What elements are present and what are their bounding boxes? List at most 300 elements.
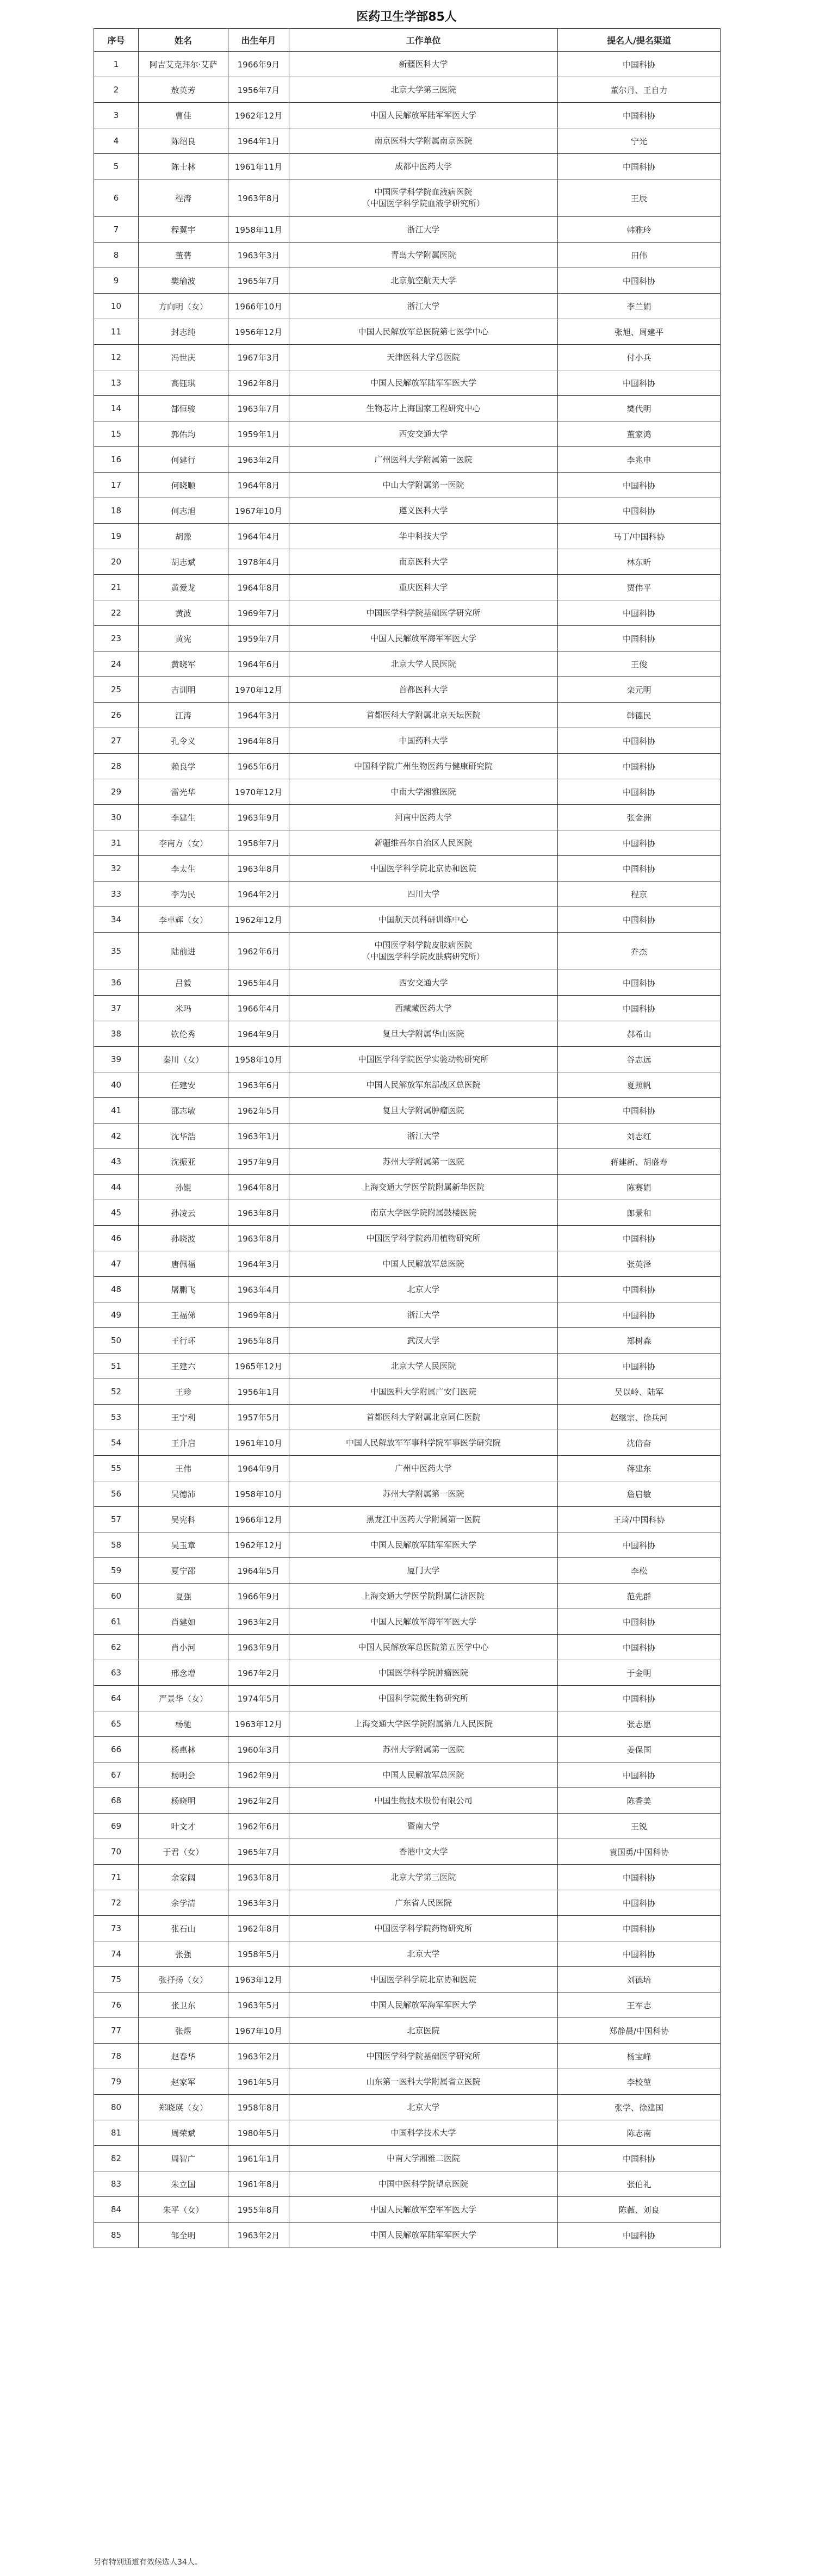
unit-cell [289,2146,558,2171]
unit-cell [289,421,558,447]
unit-line: 苏州大学附属第一医院 [382,1744,464,1754]
row-number-cell: 59 [94,1558,139,1584]
unit-cell [289,2018,558,2044]
birth-cell: 1965年4月 [228,970,289,996]
unit-cell [289,2120,558,2146]
table-row [94,2018,721,2044]
row-number-cell: 78 [94,2044,139,2069]
name-cell: 米玛 [139,996,228,1021]
birth-cell: 1963年5月 [228,1992,289,2018]
row-number-cell: 36 [94,970,139,996]
name-cell: 王行环 [139,1328,228,1354]
unit-cell [289,1175,558,1200]
nominator-cell: 韩德民 [558,703,721,728]
unit-cell [289,1354,558,1379]
name-cell: 王珍 [139,1379,228,1405]
birth-cell: 1963年1月 [228,1123,289,1149]
birth-cell: 1958年10月 [228,1481,289,1507]
name-cell: 何志旭 [139,498,228,524]
unit-cell [289,2044,558,2069]
nominator-cell: 韩雅玲 [558,217,721,243]
unit-cell [289,970,558,996]
table-row [94,179,721,217]
unit-cell [289,1890,558,1916]
unit-cell [289,1226,558,1251]
birth-cell: 1963年7月 [228,396,289,421]
unit-cell [289,1481,558,1507]
name-cell: 敖英芳 [139,77,228,103]
birth-cell: 1967年10月 [228,2018,289,2044]
name-cell: 郭佑均 [139,421,228,447]
birth-cell: 1964年6月 [228,651,289,677]
name-cell: 高钰琪 [139,370,228,396]
table-row [94,1762,721,1788]
table-row [94,1865,721,1890]
row-number-cell: 50 [94,1328,139,1354]
unit-cell [289,1149,558,1175]
birth-cell: 1961年10月 [228,1430,289,1456]
unit-line: 上海交通大学医学院附属第九人民医院 [353,1718,493,1729]
table-row [94,52,721,77]
birth-cell: 1964年8月 [228,1175,289,1200]
unit-cell [289,779,558,805]
row-number-cell: 19 [94,524,139,549]
table-row [94,2069,721,2095]
table-row [94,1251,721,1277]
table-row [94,1149,721,1175]
row-number-cell: 66 [94,1737,139,1762]
name-cell: 吴宪科 [139,1507,228,1532]
table-row [94,1123,721,1149]
nominator-cell: 中国科协 [558,103,721,128]
birth-cell: 1963年3月 [228,243,289,268]
birth-cell: 1963年2月 [228,1609,289,1635]
table-row [94,933,721,970]
birth-cell: 1957年5月 [228,1405,289,1430]
row-number-cell: 54 [94,1430,139,1456]
unit-line: 广州中医药大学 [394,1463,452,1473]
nominator-cell: 郑静晨/中国科协 [558,2018,721,2044]
nominator-cell: 王锐 [558,1814,721,1839]
table-row [94,1711,721,1737]
nominator-cell: 王辰 [558,179,721,217]
unit-line: 中国人民解放军空军军医大学 [370,2204,476,2214]
unit-cell [289,103,558,128]
table-row [94,1686,721,1711]
row-number-cell: 81 [94,2120,139,2146]
unit-line: 中国科学技术大学 [390,2127,456,2138]
name-cell: 严景华（女） [139,1686,228,1711]
table-row [94,1302,721,1328]
birth-cell: 1955年8月 [228,2197,289,2223]
unit-line: 北京航空航天大学 [390,275,456,285]
table-row [94,154,721,179]
unit-line: 华中科技大学 [399,531,448,541]
birth-cell: 1962年12月 [228,103,289,128]
unit-line: 厦门大学 [407,1565,440,1575]
unit-cell [289,370,558,396]
unit-line: 浙江大学 [407,301,440,311]
birth-cell: 1963年8月 [228,1200,289,1226]
row-number-cell: 47 [94,1251,139,1277]
birth-cell: 1965年6月 [228,754,289,779]
nominator-cell: 张学、徐建国 [558,2095,721,2120]
birth-cell: 1967年10月 [228,498,289,524]
unit-cell [289,1021,558,1047]
unit-line: 遵义医科大学 [399,505,448,516]
table-row [94,2197,721,2223]
nominator-cell: 中国科协 [558,830,721,856]
name-cell: 唐佩福 [139,1251,228,1277]
name-cell: 王建六 [139,1354,228,1379]
nominator-cell: 贾伟平 [558,575,721,600]
row-number-cell: 60 [94,1584,139,1609]
birth-cell: 1958年5月 [228,1941,289,1967]
row-number-cell: 26 [94,703,139,728]
table-row [94,549,721,575]
unit-cell [289,1992,558,2018]
header-birth: 出生年月 [228,29,289,52]
unit-cell [289,651,558,677]
row-number-cell: 28 [94,754,139,779]
birth-cell: 1963年8月 [228,1226,289,1251]
row-number-cell: 68 [94,1788,139,1814]
unit-line: 四川大学 [407,889,440,899]
nominator-cell: 王琦/中国科协 [558,1507,721,1532]
birth-cell: 1962年12月 [228,1532,289,1558]
unit-cell [289,1660,558,1686]
row-number-cell: 33 [94,882,139,907]
table-row [94,103,721,128]
name-cell: 张煜 [139,2018,228,2044]
unit-line: 中国医科大学附属广安门医院 [370,1386,476,1396]
row-number-cell: 46 [94,1226,139,1251]
row-number-cell: 18 [94,498,139,524]
table-row [94,217,721,243]
name-cell: 胡豫 [139,524,228,549]
unit-cell [289,1584,558,1609]
unit-line: 北京大学 [407,1284,440,1294]
row-number-cell: 10 [94,294,139,319]
name-cell: 余学清 [139,1890,228,1916]
unit-line: 中国医学科学院基础医学研究所 [366,2051,481,2061]
unit-line: 中国人民解放军海军军医大学 [370,1616,476,1627]
table-row [94,626,721,651]
unit-line: 首都医科大学附属北京同仁医院 [366,1412,481,1422]
name-cell: 朱平（女） [139,2197,228,2223]
birth-cell: 1958年7月 [228,830,289,856]
table-row [94,370,721,396]
row-number-cell: 52 [94,1379,139,1405]
unit-line: 中国航天员科研训练中心 [378,914,468,924]
table-row [94,1047,721,1072]
table-row [94,907,721,933]
birth-cell: 1965年8月 [228,1328,289,1354]
nominator-cell: 中国科协 [558,1302,721,1328]
unit-line: 北京大学第三医院 [390,1872,456,1882]
table-row [94,1200,721,1226]
name-cell: 胡志斌 [139,549,228,575]
nominator-cell: 刘德培 [558,1967,721,1992]
name-cell: 肖建如 [139,1609,228,1635]
unit-line: 中国医学科学院药物研究所 [374,1923,473,1933]
unit-cell [289,1686,558,1711]
name-cell: 方向明（女） [139,294,228,319]
row-number-cell: 35 [94,933,139,970]
birth-cell: 1964年3月 [228,703,289,728]
row-number-cell: 75 [94,1967,139,1992]
birth-cell: 1966年4月 [228,996,289,1021]
birth-cell: 1963年2月 [228,2223,289,2248]
table-row [94,128,721,154]
table-row [94,1072,721,1098]
unit-line: 中国中医科学院望京医院 [378,2178,468,2189]
row-number-cell: 12 [94,345,139,370]
nominator-cell: 中国科协 [558,370,721,396]
table-row [94,2095,721,2120]
nominator-cell: 董家鸿 [558,421,721,447]
nominator-cell: 中国科协 [558,498,721,524]
unit-line: 复旦大学附属华山医院 [382,1028,464,1039]
row-number-cell: 82 [94,2146,139,2171]
table-row [94,1456,721,1481]
unit-cell [289,1839,558,1865]
nominator-cell: 中国科协 [558,1890,721,1916]
name-cell: 孙晓波 [139,1226,228,1251]
unit-line: 成都中医药大学 [394,161,452,171]
unit-cell [289,600,558,626]
birth-cell: 1964年2月 [228,882,289,907]
name-cell: 李太生 [139,856,228,882]
footnote: 另有特别通道有效候选人34人。 [94,2558,202,2567]
birth-cell: 1966年10月 [228,294,289,319]
birth-cell: 1962年6月 [228,1814,289,1839]
name-cell: 李卓辉（女） [139,907,228,933]
birth-cell: 1966年9月 [228,1584,289,1609]
table-row [94,1507,721,1532]
nominator-cell: 中国科协 [558,728,721,754]
unit-line: 天津医科大学总医院 [386,352,460,362]
row-number-cell: 24 [94,651,139,677]
unit-line: 黑龙江中医药大学附属第一医院 [366,1514,481,1524]
birth-cell: 1956年12月 [228,319,289,345]
birth-cell: 1964年3月 [228,1251,289,1277]
name-cell: 秦川（女） [139,1047,228,1072]
unit-cell [289,575,558,600]
nominator-cell: 中国科协 [558,154,721,179]
nominator-cell: 中国科协 [558,1226,721,1251]
table-row [94,779,721,805]
row-number-cell: 3 [94,103,139,128]
name-cell: 邵志敏 [139,1098,228,1123]
name-cell: 黄波 [139,600,228,626]
name-cell: 夏强 [139,1584,228,1609]
name-cell: 孔令义 [139,728,228,754]
row-number-cell: 32 [94,856,139,882]
row-number-cell: 9 [94,268,139,294]
unit-line: 中国人民解放军东部战区总医院 [366,1079,481,1090]
unit-cell [289,179,558,217]
nominator-cell: 李兰娟 [558,294,721,319]
unit-line: 中国医学科学院北京协和医院 [370,863,476,873]
name-cell: 李南方（女） [139,830,228,856]
name-cell: 陈绍良 [139,128,228,154]
unit-cell [289,1405,558,1430]
name-cell: 孙凌云 [139,1200,228,1226]
table-row [94,575,721,600]
unit-cell [289,677,558,703]
nominator-cell: 中国科协 [558,1098,721,1123]
birth-cell: 1958年10月 [228,1047,289,1072]
unit-line: 北京大学 [407,2102,440,2112]
row-number-cell: 13 [94,370,139,396]
nominator-cell: 中国科协 [558,473,721,498]
birth-cell: 1964年1月 [228,128,289,154]
table-row [94,1175,721,1200]
unit-cell [289,805,558,830]
table-row [94,805,721,830]
name-cell: 杨明会 [139,1762,228,1788]
unit-line: 中国科学院广州生物医药与健康研究院 [353,761,493,771]
unit-line: 中国人民解放军总医院 [382,1770,464,1780]
row-number-cell: 65 [94,1711,139,1737]
birth-cell: 1974年5月 [228,1686,289,1711]
unit-line: 广州医科大学附属第一医院 [374,454,473,464]
table-row [94,1584,721,1609]
row-number-cell: 55 [94,1456,139,1481]
row-number-cell: 57 [94,1507,139,1532]
birth-cell: 1959年1月 [228,421,289,447]
table-row [94,2171,721,2197]
unit-line: 浙江大学 [407,1309,440,1320]
unit-cell [289,754,558,779]
table-row [94,830,721,856]
unit-cell [289,882,558,907]
unit-cell [289,473,558,498]
table-row [94,996,721,1021]
nominator-cell: 林东昕 [558,549,721,575]
unit-line: 中国医学科学院药用植物研究所 [366,1233,481,1243]
unit-cell [289,447,558,473]
name-cell: 程涛 [139,179,228,217]
name-cell: 王伟 [139,1456,228,1481]
table-row [94,1098,721,1123]
table-row [94,447,721,473]
name-cell: 邹全明 [139,2223,228,2248]
unit-line: 西安交通大学 [399,429,448,439]
row-number-cell: 6 [94,179,139,217]
nominator-cell: 张志愿 [558,1711,721,1737]
birth-cell: 1964年9月 [228,1021,289,1047]
row-number-cell: 17 [94,473,139,498]
unit-cell [289,1967,558,1992]
name-cell: 叶文才 [139,1814,228,1839]
unit-line: 中国人民解放军陆军军医大学 [370,110,476,120]
table-row [94,1021,721,1047]
unit-line: （中国医学科学院皮肤病研究所） [362,952,485,961]
nominator-cell: 沈倍奋 [558,1430,721,1456]
unit-cell [289,1302,558,1328]
nominator-cell: 程京 [558,882,721,907]
table-row [94,421,721,447]
name-cell: 江涛 [139,703,228,728]
name-cell: 黄晓军 [139,651,228,677]
nominator-cell: 中国科协 [558,754,721,779]
row-number-cell: 40 [94,1072,139,1098]
row-number-cell: 4 [94,128,139,154]
unit-cell [289,154,558,179]
row-number-cell: 21 [94,575,139,600]
name-cell: 吕毅 [139,970,228,996]
name-cell: 郜恒骏 [139,396,228,421]
row-number-cell: 38 [94,1021,139,1047]
table-row [94,1941,721,1967]
row-number-cell: 15 [94,421,139,447]
unit-line: 中国人民解放军陆军军医大学 [370,377,476,388]
table-row [94,882,721,907]
name-cell: 董蒨 [139,243,228,268]
birth-cell: 1964年9月 [228,1456,289,1481]
row-number-cell: 74 [94,1941,139,1967]
birth-cell: 1961年11月 [228,154,289,179]
birth-cell: 1956年7月 [228,77,289,103]
unit-cell [289,294,558,319]
unit-line: 中国人民解放军军事科学院军事医学研究院 [345,1437,501,1448]
name-cell: 朱立国 [139,2171,228,2197]
unit-cell [289,1047,558,1072]
row-number-cell: 34 [94,907,139,933]
birth-cell: 1963年6月 [228,1072,289,1098]
nominator-cell: 樊代明 [558,396,721,421]
name-cell: 黄宪 [139,626,228,651]
unit-line: 新疆医科大学 [399,59,448,69]
unit-line: 苏州大学附属第一医院 [382,1156,464,1166]
row-number-cell: 45 [94,1200,139,1226]
nominator-cell: 张伯礼 [558,2171,721,2197]
birth-cell: 1965年12月 [228,1354,289,1379]
row-number-cell: 67 [94,1762,139,1788]
unit-line: 重庆医科大学 [399,582,448,592]
unit-line: 北京大学 [407,1948,440,1959]
unit-line: 西安交通大学 [399,977,448,988]
nominator-cell: 陈薇、刘良 [558,2197,721,2223]
nominator-cell: 郑树森 [558,1328,721,1354]
table-row [94,2223,721,2248]
unit-cell [289,1379,558,1405]
unit-cell [289,1865,558,1890]
row-number-cell: 76 [94,1992,139,2018]
row-number-cell: 29 [94,779,139,805]
unit-line: 武汉大学 [407,1335,440,1345]
table-row [94,1788,721,1814]
nominator-cell: 中国科协 [558,1916,721,1941]
unit-cell [289,498,558,524]
nominator-cell: 中国科协 [558,52,721,77]
unit-cell [289,2197,558,2223]
nominator-cell: 董尔丹、王自力 [558,77,721,103]
table-row [94,651,721,677]
row-number-cell: 53 [94,1405,139,1430]
table-row [94,524,721,549]
nominator-cell: 詹启敏 [558,1481,721,1507]
name-cell: 孙锟 [139,1175,228,1200]
table-row [94,498,721,524]
name-cell: 郑晓瑛（女） [139,2095,228,2120]
row-number-cell: 44 [94,1175,139,1200]
nominator-cell: 中国科协 [558,1686,721,1711]
unit-line: 中山大学附属第一医院 [382,480,464,490]
unit-line: 中国生物技术股份有限公司 [374,1795,473,1805]
